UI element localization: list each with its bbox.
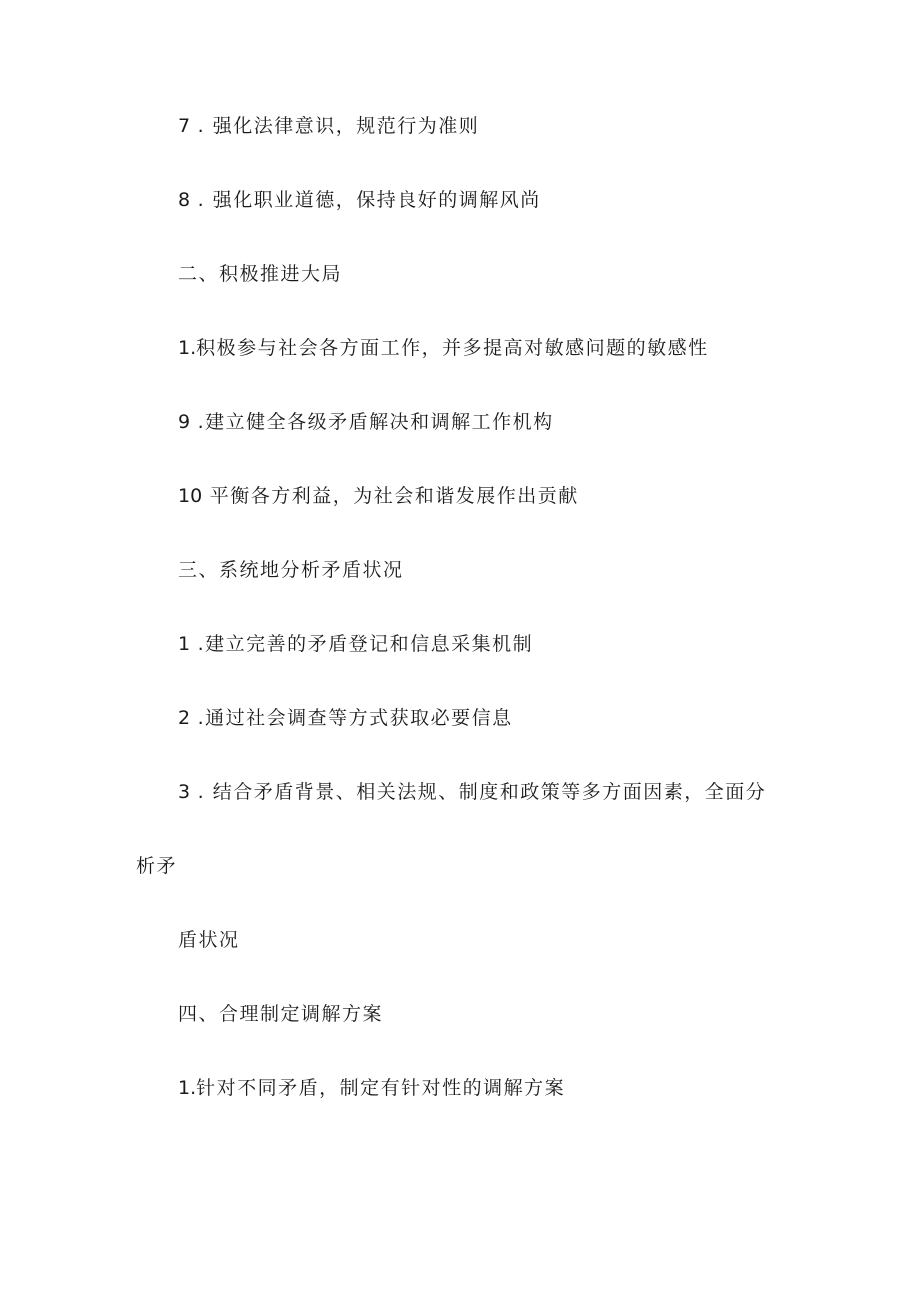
item-number: 10 [178, 485, 203, 507]
section-heading-2 [178, 262, 342, 286]
item-1-targeted-plan [178, 1076, 565, 1100]
item-1-social-participation [178, 336, 709, 360]
item-3-continuation [136, 854, 177, 878]
item-text: .通过社会调查等方式获取必要信息 [190, 707, 513, 729]
item-text: 积极参与社会各方面工作，并多提高对敏感问题的敏感性 [196, 337, 709, 359]
item-3-comprehensive-analysis [178, 780, 766, 804]
item-3-continuation-2 [178, 928, 240, 952]
section-heading-4 [178, 1002, 383, 1026]
item-text: 针对不同矛盾，制定有针对性的调解方案 [196, 1077, 566, 1099]
item-8-professional-ethics [178, 188, 541, 212]
item-10-balance-interests [178, 484, 579, 508]
item-text: . 强化法律意识，规范行为准则 [190, 115, 480, 137]
item-number: 1 [178, 633, 191, 655]
section-heading-3 [178, 558, 404, 582]
heading-text: 三、系统地分析矛盾状况 [178, 559, 404, 581]
item-text: .建立完善的矛盾登记和信息采集机制 [190, 633, 534, 655]
item-1-registration-mechanism [178, 632, 533, 656]
item-number: 9 [178, 411, 191, 433]
item-text: .建立健全各级矛盾解决和调解工作机构 [190, 411, 554, 433]
item-number: 3 [178, 781, 191, 803]
item-number: 7 [178, 115, 191, 137]
item-number: 8 [178, 189, 191, 211]
item-text: . 强化职业道德，保持良好的调解风尚 [190, 189, 541, 211]
item-number: 2 [178, 707, 191, 729]
heading-text: 二、积极推进大局 [178, 263, 343, 285]
item-text: . 结合矛盾背景、相关法规、制度和政策等多方面因素，全面分 [190, 781, 767, 803]
item-number: 1. [178, 337, 197, 359]
heading-text: 四、合理制定调解方案 [178, 1003, 384, 1025]
item-text: 平衡各方利益，为社会和谐发展作出贡献 [202, 485, 579, 507]
continuation-text: 析矛 [136, 855, 178, 877]
item-number: 1. [178, 1077, 197, 1099]
continuation-text: 盾状况 [178, 929, 240, 951]
item-9-mediation-institutions [178, 410, 554, 434]
item-2-social-survey [178, 706, 513, 730]
item-7-law-awareness [178, 114, 479, 138]
